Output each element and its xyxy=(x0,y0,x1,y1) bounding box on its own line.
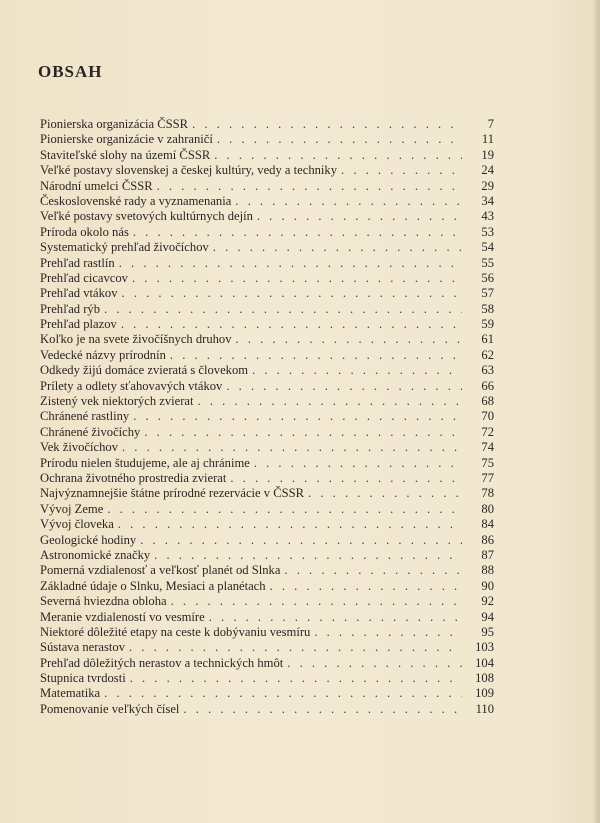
toc-entry-title: Veľké postavy slovenskej a českej kultúry, vedy a techniky xyxy=(40,163,338,178)
toc-page-number: 24 xyxy=(481,163,494,178)
toc-page-number: 87 xyxy=(481,547,494,562)
page-title: OBSAH xyxy=(38,62,103,81)
toc-page-number: 55 xyxy=(481,255,494,270)
toc-entry-title: Niektoré dôležité etapy na ceste k dobývaniu vesmíru xyxy=(40,624,311,639)
toc-entry xyxy=(40,456,494,471)
toc-entry-title: Zistený vek niektorých zvierat xyxy=(40,394,194,409)
toc-page-number: 104 xyxy=(475,655,494,670)
toc-leader-dots xyxy=(104,302,462,317)
toc-leader-dots xyxy=(198,394,462,409)
toc-entry xyxy=(40,163,494,178)
toc-entry-title: Vedecké názvy prírodnín xyxy=(40,347,166,362)
toc-leader-dots xyxy=(230,471,462,486)
toc-entry-title: Vývoj Zeme xyxy=(40,501,104,516)
toc-entry xyxy=(40,132,494,147)
toc-leader-dots xyxy=(183,702,462,717)
toc-entry-title: Prehľad vtákov xyxy=(40,286,118,301)
toc-page-number: 75 xyxy=(481,455,494,470)
toc-entry-title: Prehľad rýb xyxy=(40,301,101,316)
toc-leader-dots xyxy=(341,163,462,178)
toc-page-number: 86 xyxy=(481,532,494,547)
toc-entry xyxy=(40,502,494,517)
toc-entry xyxy=(40,610,494,625)
toc-entry-title: Staviteľské slohy na území ČSSR xyxy=(40,147,211,162)
toc-page-number: 56 xyxy=(481,270,494,285)
toc-entry xyxy=(40,348,494,363)
toc-entry-title: Pomenovanie veľkých čísel xyxy=(40,701,180,716)
toc-page-number: 66 xyxy=(481,378,494,393)
toc-entry xyxy=(40,625,494,640)
toc-leader-dots xyxy=(287,656,462,671)
toc-entry xyxy=(40,379,494,394)
toc-page-number: 61 xyxy=(481,332,494,347)
toc-entry xyxy=(40,471,494,486)
toc-entry xyxy=(40,579,494,594)
toc-leader-dots xyxy=(122,286,462,301)
toc-leader-dots xyxy=(130,671,462,686)
toc-leader-dots xyxy=(133,225,462,240)
toc-entry-title: Systematický prehľad živočíchov xyxy=(40,240,209,255)
toc-entry xyxy=(40,209,494,224)
toc-leader-dots xyxy=(270,579,462,594)
toc-entry xyxy=(40,656,494,671)
toc-page-number: 62 xyxy=(481,347,494,362)
toc-leader-dots xyxy=(133,409,462,424)
toc-page-number: 108 xyxy=(475,671,494,686)
toc-page-number: 68 xyxy=(481,394,494,409)
toc-entry xyxy=(40,332,494,347)
toc-entry xyxy=(40,533,494,548)
toc-leader-dots xyxy=(104,686,462,701)
page-edge xyxy=(594,0,600,823)
toc-page-number: 88 xyxy=(481,563,494,578)
toc-entry xyxy=(40,317,494,332)
toc-entry xyxy=(40,179,494,194)
toc-entry-title: Československé rady a vyznamenania xyxy=(40,193,232,208)
toc-page-number: 57 xyxy=(481,286,494,301)
toc-entry-title: Pionierska organizácia ČSSR xyxy=(40,117,189,131)
toc-entry-title: Veľké postavy svetových kultúrnych dejín xyxy=(40,209,253,224)
toc-page-number: 11 xyxy=(481,132,494,147)
toc-entry xyxy=(40,394,494,409)
toc-entry-title: Astronomické značky xyxy=(40,547,151,562)
toc-page-number: 54 xyxy=(481,240,494,255)
toc-entry xyxy=(40,302,494,317)
toc-entry-title: Chránené živočíchy xyxy=(40,424,141,439)
toc-entry xyxy=(40,225,494,240)
toc-entry xyxy=(40,286,494,301)
toc-leader-dots xyxy=(214,148,462,163)
toc-entry xyxy=(40,594,494,609)
toc-page-number: 109 xyxy=(475,686,494,701)
toc-entry-title: Prehľad dôležitých nerastov a technických hmôt xyxy=(40,655,284,670)
toc-leader-dots xyxy=(236,332,462,347)
toc-leader-dots xyxy=(213,240,462,255)
toc-page-number: 110 xyxy=(475,701,494,716)
toc-leader-dots xyxy=(192,117,462,132)
toc-entry xyxy=(40,256,494,271)
toc-entry-title: Geologické hodiny xyxy=(40,532,137,547)
toc-entry xyxy=(40,548,494,563)
toc-leader-dots xyxy=(144,425,462,440)
toc-page-number: 58 xyxy=(481,301,494,316)
toc-page-number: 94 xyxy=(481,609,494,624)
toc-entry xyxy=(40,486,494,501)
toc-entry xyxy=(40,363,494,378)
toc-page-number: 7 xyxy=(487,117,494,131)
toc-leader-dots xyxy=(157,179,462,194)
toc-entry-title: Prehľad cicavcov xyxy=(40,270,128,285)
toc-page-number: 63 xyxy=(481,363,494,378)
toc-entry-title: Chránené rastliny xyxy=(40,409,130,424)
toc-entry-title: Najvýznamnejšie štátne prírodné rezervácie v ČSSR xyxy=(40,486,305,501)
toc-page-number: 78 xyxy=(481,486,494,501)
toc-entry-title: Stupnica tvrdosti xyxy=(40,671,126,686)
toc-leader-dots xyxy=(209,610,462,625)
toc-leader-dots xyxy=(252,363,462,378)
toc-leader-dots xyxy=(235,194,462,209)
toc-entry xyxy=(40,702,494,717)
toc-entry-title: Prílety a odlety sťahovavých vtákov xyxy=(40,378,223,393)
toc-leader-dots xyxy=(171,594,462,609)
toc-leader-dots xyxy=(107,502,462,517)
toc-page-number: 29 xyxy=(481,178,494,193)
toc-leader-dots xyxy=(119,256,462,271)
toc-page-number: 74 xyxy=(481,440,494,455)
toc-leader-dots xyxy=(132,271,462,286)
toc-entry xyxy=(40,271,494,286)
toc-entry-title: Prehľad rastlín xyxy=(40,255,115,270)
toc-page-number: 59 xyxy=(481,317,494,332)
toc-entry xyxy=(40,409,494,424)
toc-page-number: 43 xyxy=(481,209,494,224)
toc-entry-title: Vek živočíchov xyxy=(40,440,118,455)
toc-entry-title: Sústava nerastov xyxy=(40,640,125,655)
toc-entry xyxy=(40,440,494,455)
toc-entry xyxy=(40,563,494,578)
toc-page-number: 92 xyxy=(481,594,494,609)
toc-leader-dots xyxy=(122,440,462,455)
toc-entry-title: Koľko je na svete živočíšnych druhov xyxy=(40,332,232,347)
toc-entry xyxy=(40,194,494,209)
toc-entry xyxy=(40,425,494,440)
toc-entry-title: Prehľad plazov xyxy=(40,317,117,332)
toc-entry xyxy=(40,148,494,163)
toc-leader-dots xyxy=(118,517,462,532)
toc-leader-dots xyxy=(284,563,462,578)
toc-page-number: 70 xyxy=(481,409,494,424)
toc-entry xyxy=(40,240,494,255)
toc-entry-title: Odkedy žijú domáce zvieratá s človekom xyxy=(40,363,249,378)
toc-entry-title: Severná hviezdna obloha xyxy=(40,594,167,609)
toc-leader-dots xyxy=(154,548,462,563)
toc-page-number: 84 xyxy=(481,517,494,532)
toc-page-number: 34 xyxy=(481,193,494,208)
toc-leader-dots xyxy=(308,486,462,501)
toc-page-number: 53 xyxy=(481,224,494,239)
toc-entry-title: Pionierske organizácie v zahraničí xyxy=(40,132,213,147)
toc-entry xyxy=(40,686,494,701)
toc-entry-title: Národní umelci ČSSR xyxy=(40,178,153,193)
toc-entry xyxy=(40,671,494,686)
toc-entry-title: Pomerná vzdialenosť a veľkosť planét od Slnka xyxy=(40,563,281,578)
toc-leader-dots xyxy=(170,348,462,363)
toc-entry xyxy=(40,517,494,532)
toc-entry-title: Ochrana životného prostredia zvierat xyxy=(40,470,227,485)
toc-leader-dots xyxy=(314,625,462,640)
toc-page-number: 80 xyxy=(481,501,494,516)
toc-entry xyxy=(40,117,494,132)
toc-entry-title: Meranie vzdialeností vo vesmíre xyxy=(40,609,205,624)
toc-leader-dots xyxy=(226,379,462,394)
toc-page-number: 72 xyxy=(481,424,494,439)
toc-leader-dots xyxy=(254,456,462,471)
toc-entry-title: Príroda okolo nás xyxy=(40,224,129,239)
toc-leader-dots xyxy=(257,209,462,224)
toc-page-number: 103 xyxy=(475,640,494,655)
toc-page-number: 90 xyxy=(481,578,494,593)
toc-leader-dots xyxy=(121,317,462,332)
toc-entry-title: Základné údaje o Slnku, Mesiaci a planétach xyxy=(40,578,266,593)
table-of-contents xyxy=(40,117,494,717)
toc-page-number: 77 xyxy=(481,470,494,485)
toc-page-number: 19 xyxy=(481,147,494,162)
toc-entry xyxy=(40,640,494,655)
toc-leader-dots xyxy=(140,533,462,548)
toc-entry-title: Vývoj človeka xyxy=(40,517,114,532)
toc-leader-dots xyxy=(217,132,462,147)
toc-page-number: 95 xyxy=(481,624,494,639)
toc-entry-title: Matematika xyxy=(40,686,101,701)
toc-entry-title: Prírodu nielen študujeme, ale aj chránime xyxy=(40,455,250,470)
toc-leader-dots xyxy=(129,640,462,655)
